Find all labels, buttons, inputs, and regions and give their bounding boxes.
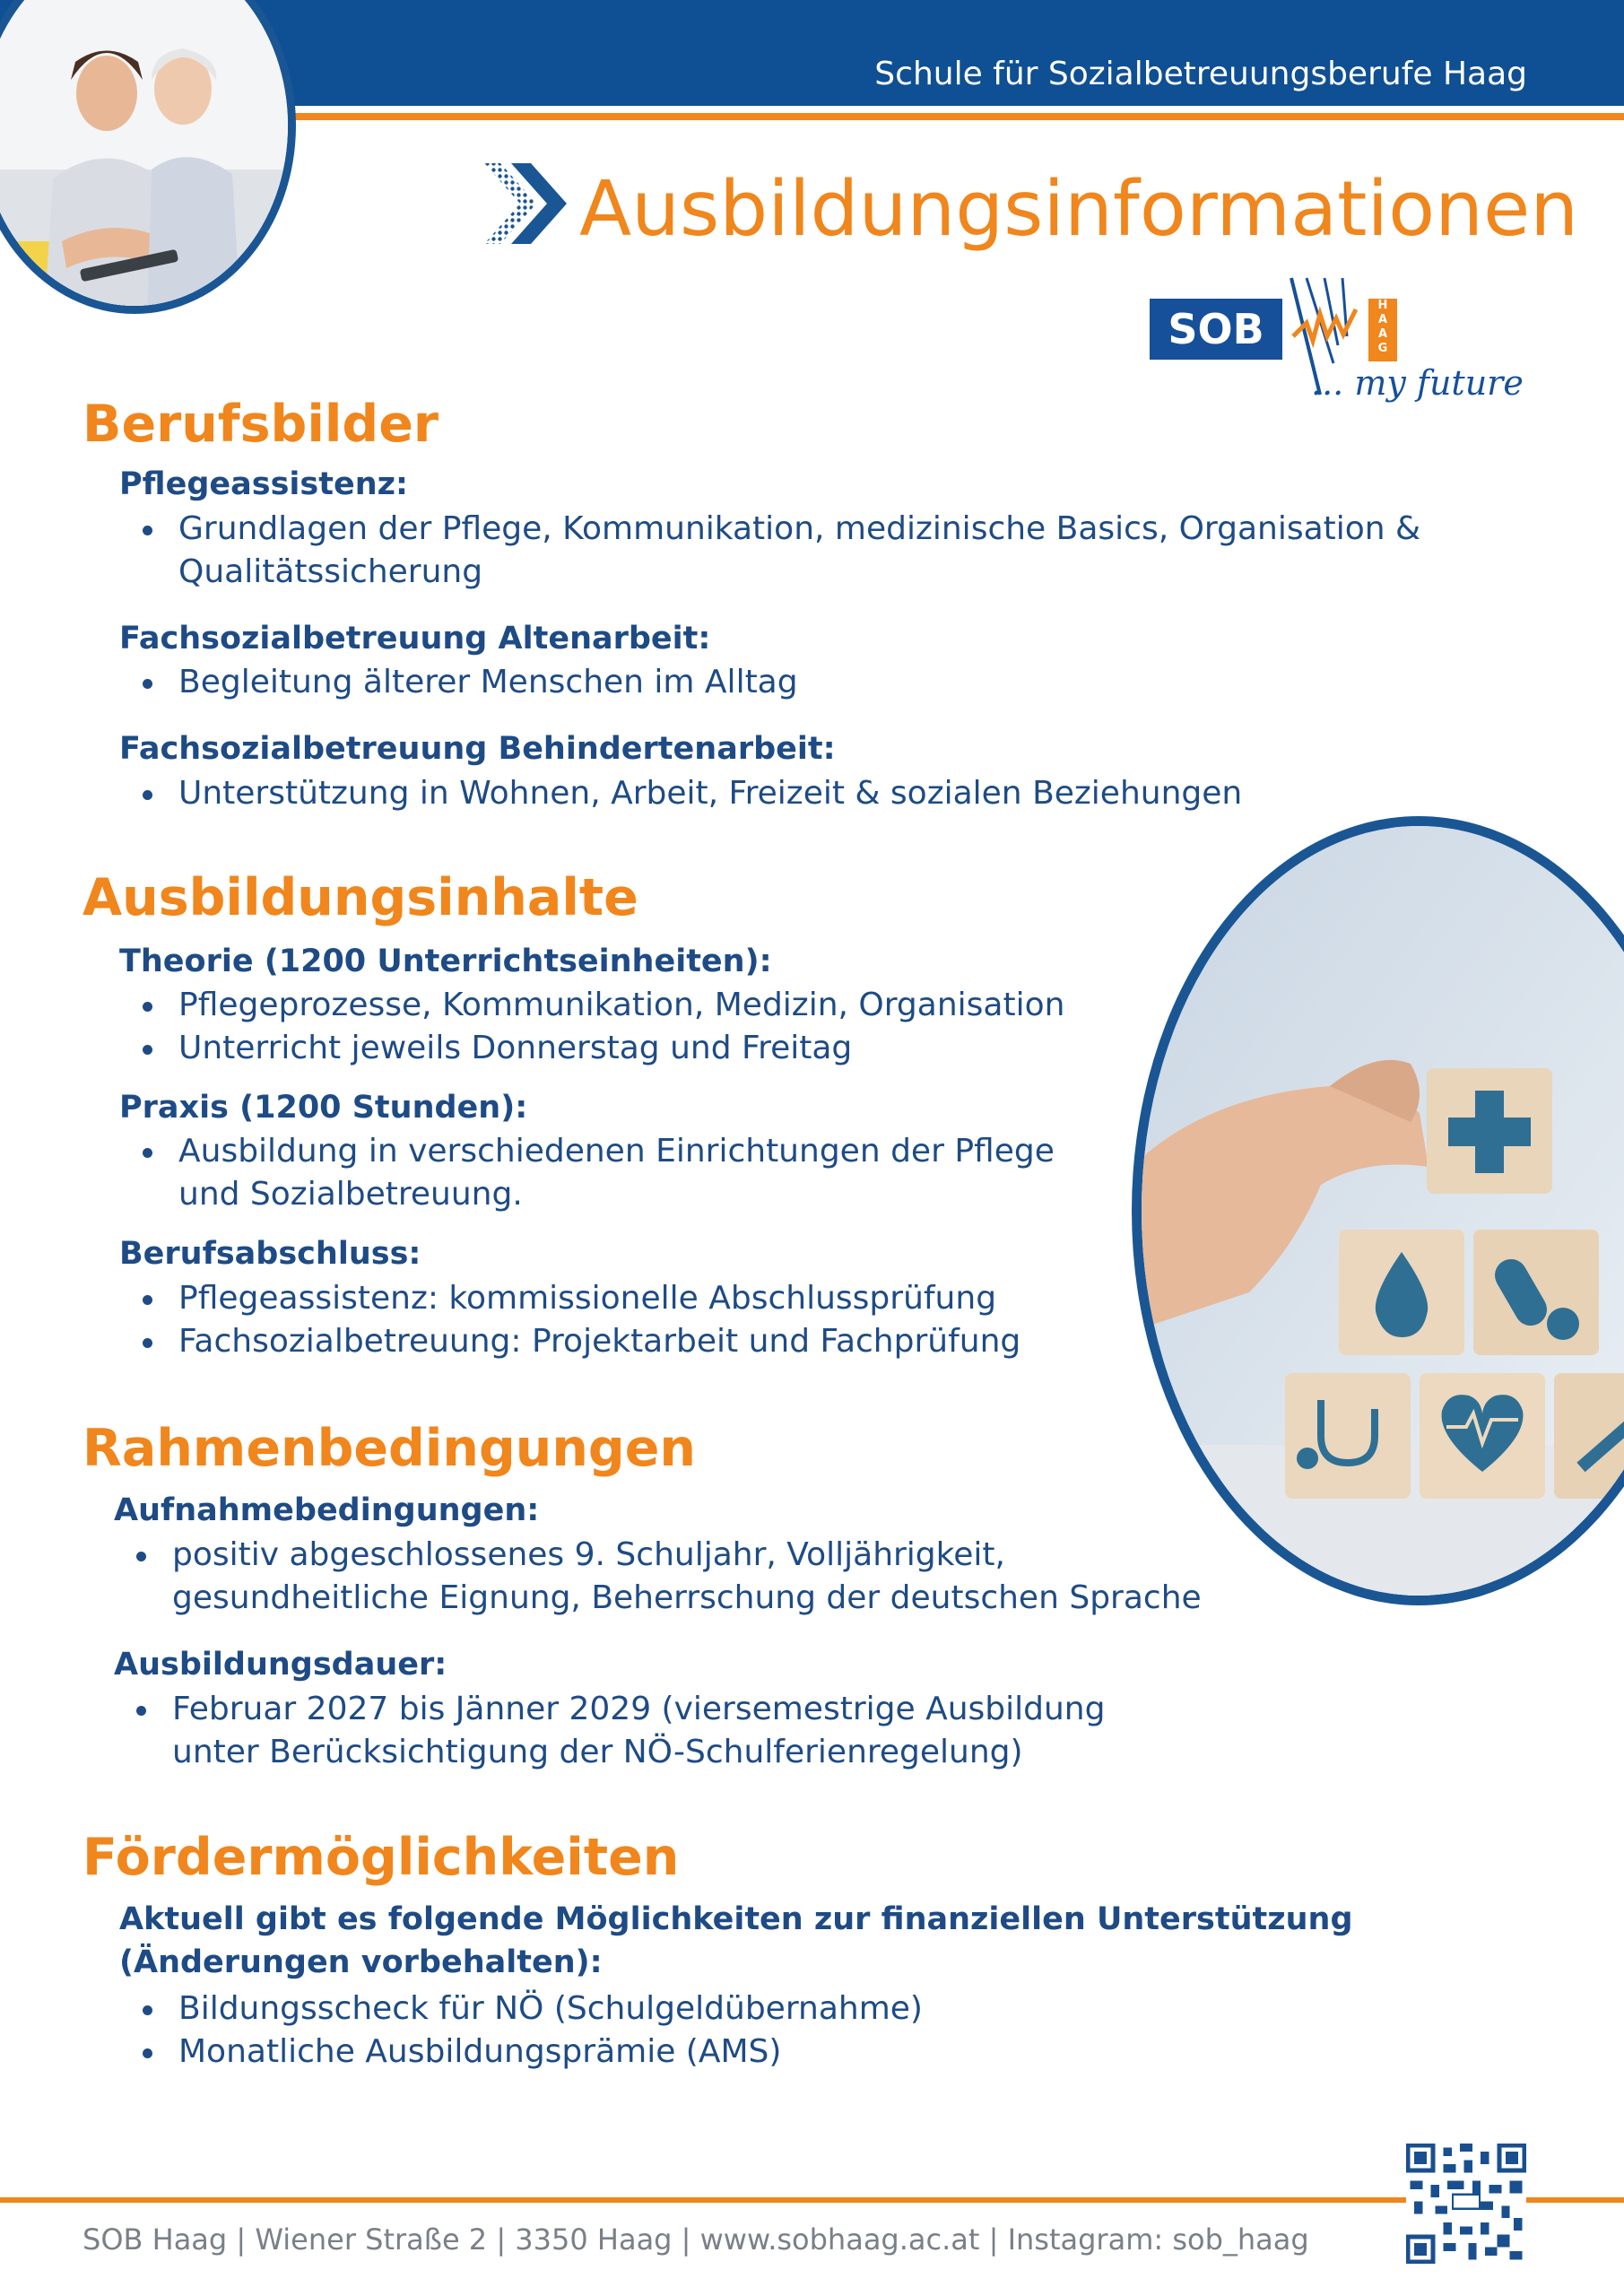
list-item-line: Ausbildung in verschiedenen Einrichtungen der Pflege [178,1133,1055,1170]
bullet-icon [143,1045,152,1055]
group-label: Theorie (1200 Unterrichtseinheiten): [119,944,772,979]
list-item [178,2031,781,2074]
group-label-line: Aktuell gibt es folgende Möglichkeiten zur finanziellen Unterstützung [119,1901,1353,1937]
group-label: Berufsabschluss: [119,1236,421,1272]
syringe-icon [1554,1373,1624,1499]
qr-code-icon[interactable] [1406,2144,1526,2264]
footer-contact: SOB Haag | Wiener Straße 2 | 3350 Haag | www.sobhaag.ac.at | Instagram: sob_haag [83,2222,1309,2257]
group-label: Praxis (1200 Stunden): [119,1090,528,1126]
bullet-icon [143,679,152,689]
list-item-line: gesundheitliche Eignung, Beherrschung der deutschen Sprache [172,1579,1202,1616]
group-label-line: (Änderungen vorbehalten): [119,1944,603,1980]
group-label: Ausbildungsdauer: [114,1647,447,1683]
list-item [178,1130,1055,1216]
medical-blocks-illustration [1142,826,1624,1605]
bullet-icon [143,1295,152,1305]
logo-letter: G [1377,342,1388,355]
heart-pulse-icon [1420,1373,1545,1499]
stethoscope-icon [1285,1373,1411,1499]
list-item-line: und Sozialbetreuung. [178,1176,523,1213]
list-item-line: Unterricht jeweils Donnerstag und Freitag [178,1030,853,1066]
list-item-line: Unterstützung in Wohnen, Arbeit, Freizeit & sozialen Beziehungen [178,775,1243,812]
list-item-line: Pflegeassistenz: kommissionelle Abschlussprüfung [178,1280,997,1317]
bullet-icon [143,2048,152,2058]
page-title: Ausbildungsinformationen [579,165,1579,254]
bullet-icon [143,790,152,800]
group-label: Pflegeassistenz: [119,466,408,502]
sob-logo [1150,274,1526,435]
list-item-line: Begleitung älterer Menschen im Alltag [178,664,798,700]
list-item [178,1277,996,1320]
plus-icon [1427,1068,1552,1194]
footer-line [0,2197,1624,2203]
logo-letter: H [1377,299,1388,312]
group-label: Aufnahmebedingungen: [114,1492,540,1528]
list-item [178,661,798,704]
logo-abbr: SOB [1168,305,1264,353]
list-item-line: Qualitätssicherung [178,553,483,590]
list-item [172,1534,1202,1620]
group-label: Fachsozialbetreuung Behindertenarbeit: [119,731,836,767]
bullet-icon [143,1338,152,1348]
drop-icon [1339,1230,1464,1355]
list-item-line: Pflegeprozesse, Kommunikation, Medizin, Organisation [178,987,1065,1023]
list-item-line: unter Berücksichtigung der NÖ-Schulferienregelung) [172,1734,1023,1770]
caregiver-photo [0,0,296,314]
list-item [178,984,1064,1027]
chevron-right-icon [484,154,574,257]
bullet-icon [143,1002,152,1012]
logo-haag-badge [1368,299,1397,361]
caregiver-illustration [0,0,296,314]
list-item [178,1987,923,2031]
list-item-line: Grundlagen der Pflege, Kommunikation, medizinische Basics, Organisation & [178,510,1421,547]
bullet-icon [136,1552,146,1561]
bullet-icon [143,1148,152,1158]
section-heading: Berufsbilder [83,395,439,454]
list-item-line: Monatliche Ausbildungsprämie (AMS) [178,2033,782,2070]
list-item [178,508,1420,594]
list-item-line: Februar 2027 bis Jänner 2029 (viersemestrige Ausbildung [172,1691,1106,1727]
list-item-line: positiv abgeschlossenes 9. Schuljahr, Volljährigkeit, [172,1536,1005,1573]
list-item [178,1320,1020,1363]
logo-letter: A [1377,327,1388,341]
list-item [172,1688,1105,1774]
section-heading: Ausbildungsinhalte [83,868,638,927]
list-item-line: Fachsozialbetreuung: Projektarbeit und Fachprüfung [178,1323,1021,1360]
list-item [178,1027,852,1070]
medical-blocks-photo [1132,816,1624,1605]
school-name: Schule für Sozialbetreuungsberufe Haag [874,56,1527,92]
group-label: Fachsozialbetreuung Altenarbeit: [119,621,711,657]
capsule-icon [1473,1230,1599,1355]
bullet-icon [143,2005,152,2015]
bullet-icon [136,1706,146,1716]
bullet-icon [143,526,152,535]
list-item-line: Bildungsscheck für NÖ (Schulgeldübernahme) [178,1990,923,2027]
list-item [178,772,1242,815]
logo-letter: A [1377,313,1388,326]
section-heading: Rahmenbedingungen [83,1419,696,1478]
section-heading: Fördermöglichkeiten [83,1828,680,1887]
logo-tagline: ... my future [1311,363,1524,403]
